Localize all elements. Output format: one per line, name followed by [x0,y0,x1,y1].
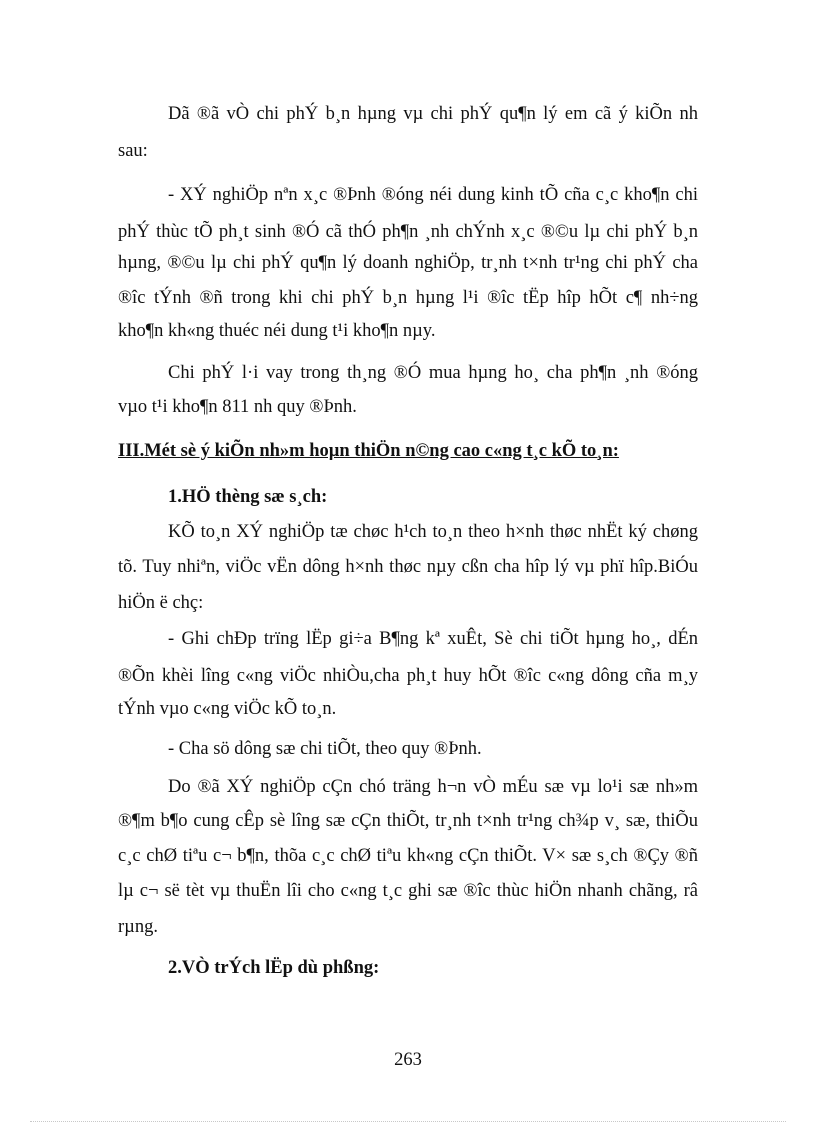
paragraph-4-line-2: tõ. Tuy nhiªn, viÖc vËn dông h×nh thøc nµy cßn cha hîp lý vµ phï hîp.BiÓu [118,557,698,577]
paragraph-1-line-2: sau: [118,141,148,161]
paragraph-6-line-1: - Cha sö dông sæ chi tiÕt, theo quy ®Þnh. [168,739,482,759]
subheading-2: 2.VÒ trÝch lËp dù phßng: [168,958,380,978]
paragraph-7-line-5: rµng. [118,917,158,937]
paragraph-4-line-3: hiÖn ë chç: [118,593,204,613]
paragraph-7-line-4: lµ c¬ së tèt vµ thuËn lîi cho c«ng t¸c ghi sæ ®îc thùc hiÖn nhanh chãng, râ [118,881,698,901]
paragraph-5-line-3: tÝnh vµo c«ng viÖc kÕ to¸n. [118,699,337,719]
paragraph-3-line-1: Chi phÝ l·i vay trong th¸ng ®Ó mua hµng ho¸ cha ph¶n ¸nh ®óng [168,363,698,383]
paragraph-5-line-2: ®Õn khèi lîng c«ng viÖc nhiÒu,cha ph¸t huy hÕt ®îc c«ng dông cña m¸y [118,666,698,686]
section-heading-iii: III.Mét sè ý kiÕn nh»m hoµn thiÖn n©ng cao c«ng t¸c kÕ to¸n: [118,441,619,461]
paragraph-2-line-1: - XÝ nghiÖp nªn x¸c ®Þnh ®óng néi dung kinh tÕ cña c¸c kho¶n chi [168,185,698,205]
paragraph-5-line-1: - Ghi chÐp trïng lËp gi÷a B¶ng kª xuÊt, Sè chi tiÕt hµng ho¸, dÉn [168,629,698,649]
paragraph-7-line-1: Do ®ã XÝ nghiÖp cÇn chó träng h¬n vÒ mÉu sæ vµ lo¹i sæ nh»m [168,777,698,797]
paragraph-2-line-5: kho¶n kh«ng thuéc néi dung t¹i kho¶n nµy. [118,321,436,341]
page-number: 263 [394,1050,422,1070]
paragraph-2-line-4: ®îc tÝnh ®ñ trong khi chi phÝ b¸n hµng l¹i ®îc tËp hîp hÕt c¶ nh÷ng [118,288,698,308]
paragraph-4-line-1: KÕ to¸n XÝ nghiÖp tæ chøc h¹ch to¸n theo h×nh thøc nhËt ký chøng [168,522,698,542]
paragraph-1-line-1: Dã ®ã vÒ chi phÝ b¸n hµng vµ chi phÝ qu¶n lý em cã ý kiÕn nh [168,104,698,124]
paragraph-3-line-2: vµo t¹i kho¶n 811 nh quy ®Þnh. [118,397,357,417]
paragraph-7-line-3: c¸c chØ tiªu c¬ b¶n, thõa c¸c chØ tiªu kh«ng cÇn thiÕt. V× sæ s¸ch ®Çy ®ñ [118,846,698,866]
paragraph-7-line-2: ®¶m b¶o cung cÊp sè lîng sæ cÇn thiÕt, tr¸nh t×nh tr¹ng ch¾p v¸ sæ, thiÕu [118,811,698,831]
subheading-1: 1.HÖ thèng sæ s¸ch: [168,487,328,507]
footer-divider [30,1121,786,1122]
paragraph-2-line-2: phÝ thùc tÕ ph¸t sinh ®Ó cã thÓ ph¶n ¸nh chÝnh x¸c ®©u lµ chi phÝ b¸n [118,222,698,242]
paragraph-2-line-3: hµng, ®©u lµ chi phÝ qu¶n lý doanh nghiÖp, tr¸nh t×nh tr¹ng chi phÝ cha [118,253,698,273]
